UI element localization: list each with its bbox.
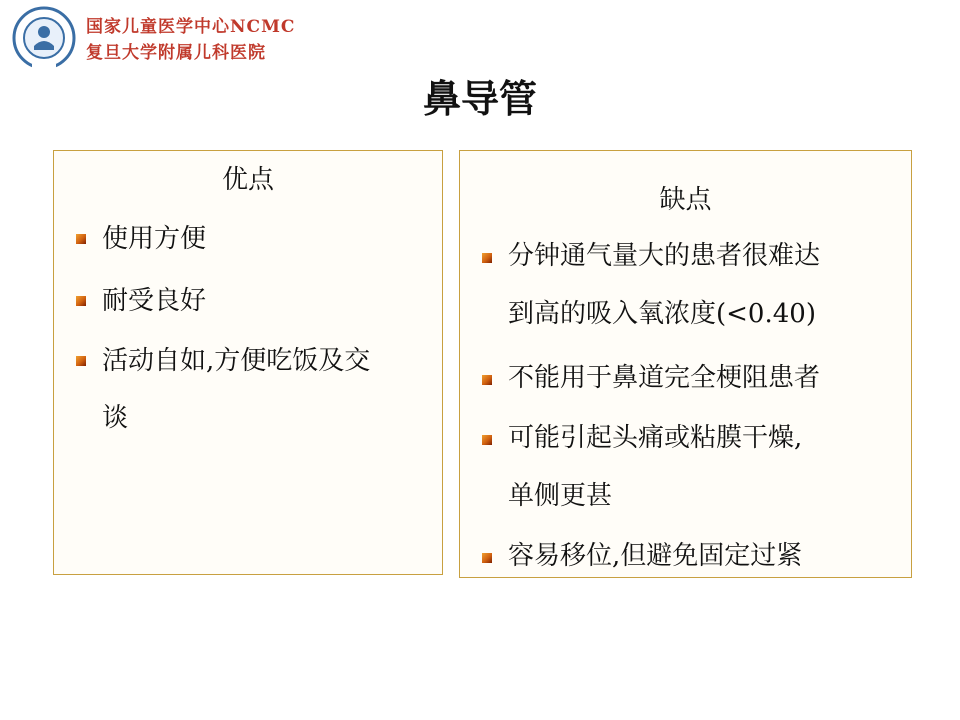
bullet-icon bbox=[76, 296, 86, 306]
page-title: 鼻导管 bbox=[422, 76, 537, 121]
disadvantages-box bbox=[459, 150, 912, 578]
disadvantage-item: 不能用于鼻道完全梗阻患者 bbox=[508, 363, 821, 393]
bullet-icon bbox=[76, 234, 86, 244]
bullet-icon bbox=[482, 253, 492, 263]
disadvantages-heading: 缺点 bbox=[659, 185, 712, 215]
bullet-icon bbox=[76, 356, 86, 366]
bullet-icon bbox=[482, 435, 492, 445]
advantages-heading: 优点 bbox=[221, 165, 274, 195]
advantages-box bbox=[53, 150, 443, 575]
disadvantage-item: 可能引起头痛或粘膜干燥, bbox=[508, 423, 803, 453]
hospital-logo bbox=[10, 6, 78, 74]
bullet-icon bbox=[482, 375, 492, 385]
disadvantage-item-continued: 单侧更甚 bbox=[508, 481, 613, 511]
advantage-item: 使用方便 bbox=[102, 224, 207, 254]
disadvantage-item-continued: 到高的吸入氧浓度(<0.40) bbox=[508, 299, 816, 329]
advantage-item: 活动自如,方便吃饭及交 bbox=[102, 346, 371, 376]
bullet-icon bbox=[482, 553, 492, 563]
disadvantage-item: 分钟通气量大的患者很难达 bbox=[508, 241, 821, 271]
advantage-item: 耐受良好 bbox=[102, 286, 207, 316]
disadvantage-item: 容易移位,但避免固定过紧 bbox=[508, 541, 803, 571]
hospital-name-line2: 复旦大学附属儿科医院 bbox=[86, 43, 266, 63]
advantage-item-continued: 谈 bbox=[102, 403, 129, 433]
hospital-name-line1: 国家儿童医学中心NCMC bbox=[86, 17, 296, 37]
